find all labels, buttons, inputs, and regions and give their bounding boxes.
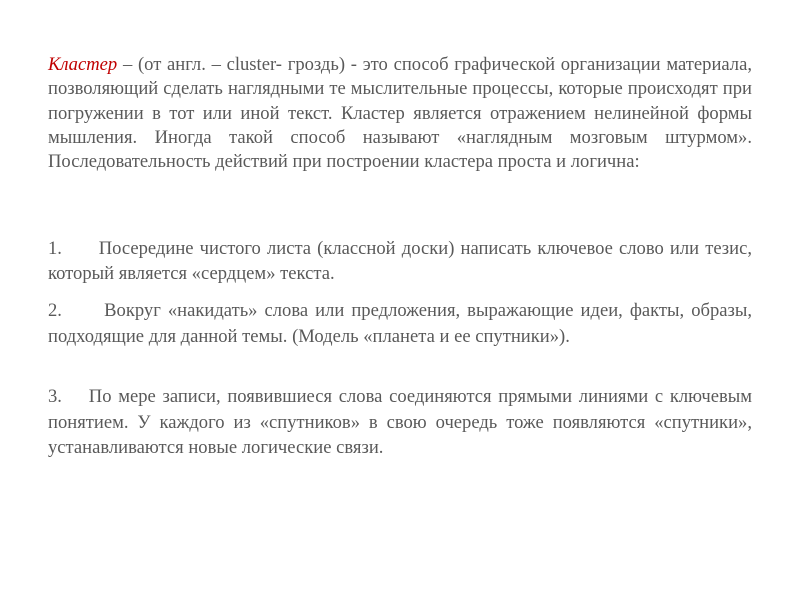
intro-paragraph (48, 53, 752, 174)
intro-term: Кластер (48, 54, 118, 75)
step-2-text: Вокруг «накидать» слова или предложения, выражающие идеи, факты, образы, подходящие для данной темы. (Модель «планета и ее спутники»). (48, 300, 752, 347)
step-3-number: 3. (48, 386, 62, 407)
step-2 (48, 298, 752, 349)
step-1-text: Посередине чистого листа (классной доски) написать ключевое слово или тезис, который является «сердцем» текста. (48, 238, 753, 284)
step-3-text: По мере записи, появившиеся слова соединяются прямыми линиями с ключевым понятием. У каждого из «спутников» в свою очередь тоже появляются «спутники», устанавливаются новые логические связи. (48, 386, 752, 458)
step-1-number: 1. (48, 238, 62, 259)
step-2-number: 2. (48, 300, 62, 321)
intro-text: – (от англ. – cluster- гроздь) - это способ графической организации материала, позволяющий сделать наглядными те мыслительные процессы, которые происходят при погружении в тот или иной текст. Кластер является отражением нелинейной формы мышления. Иногда такой способ называют «наглядным мозговым штурмом». Последовательность действий при построении кластера проста и логична: (48, 54, 752, 173)
step-3 (48, 384, 752, 461)
step-1 (48, 237, 752, 286)
